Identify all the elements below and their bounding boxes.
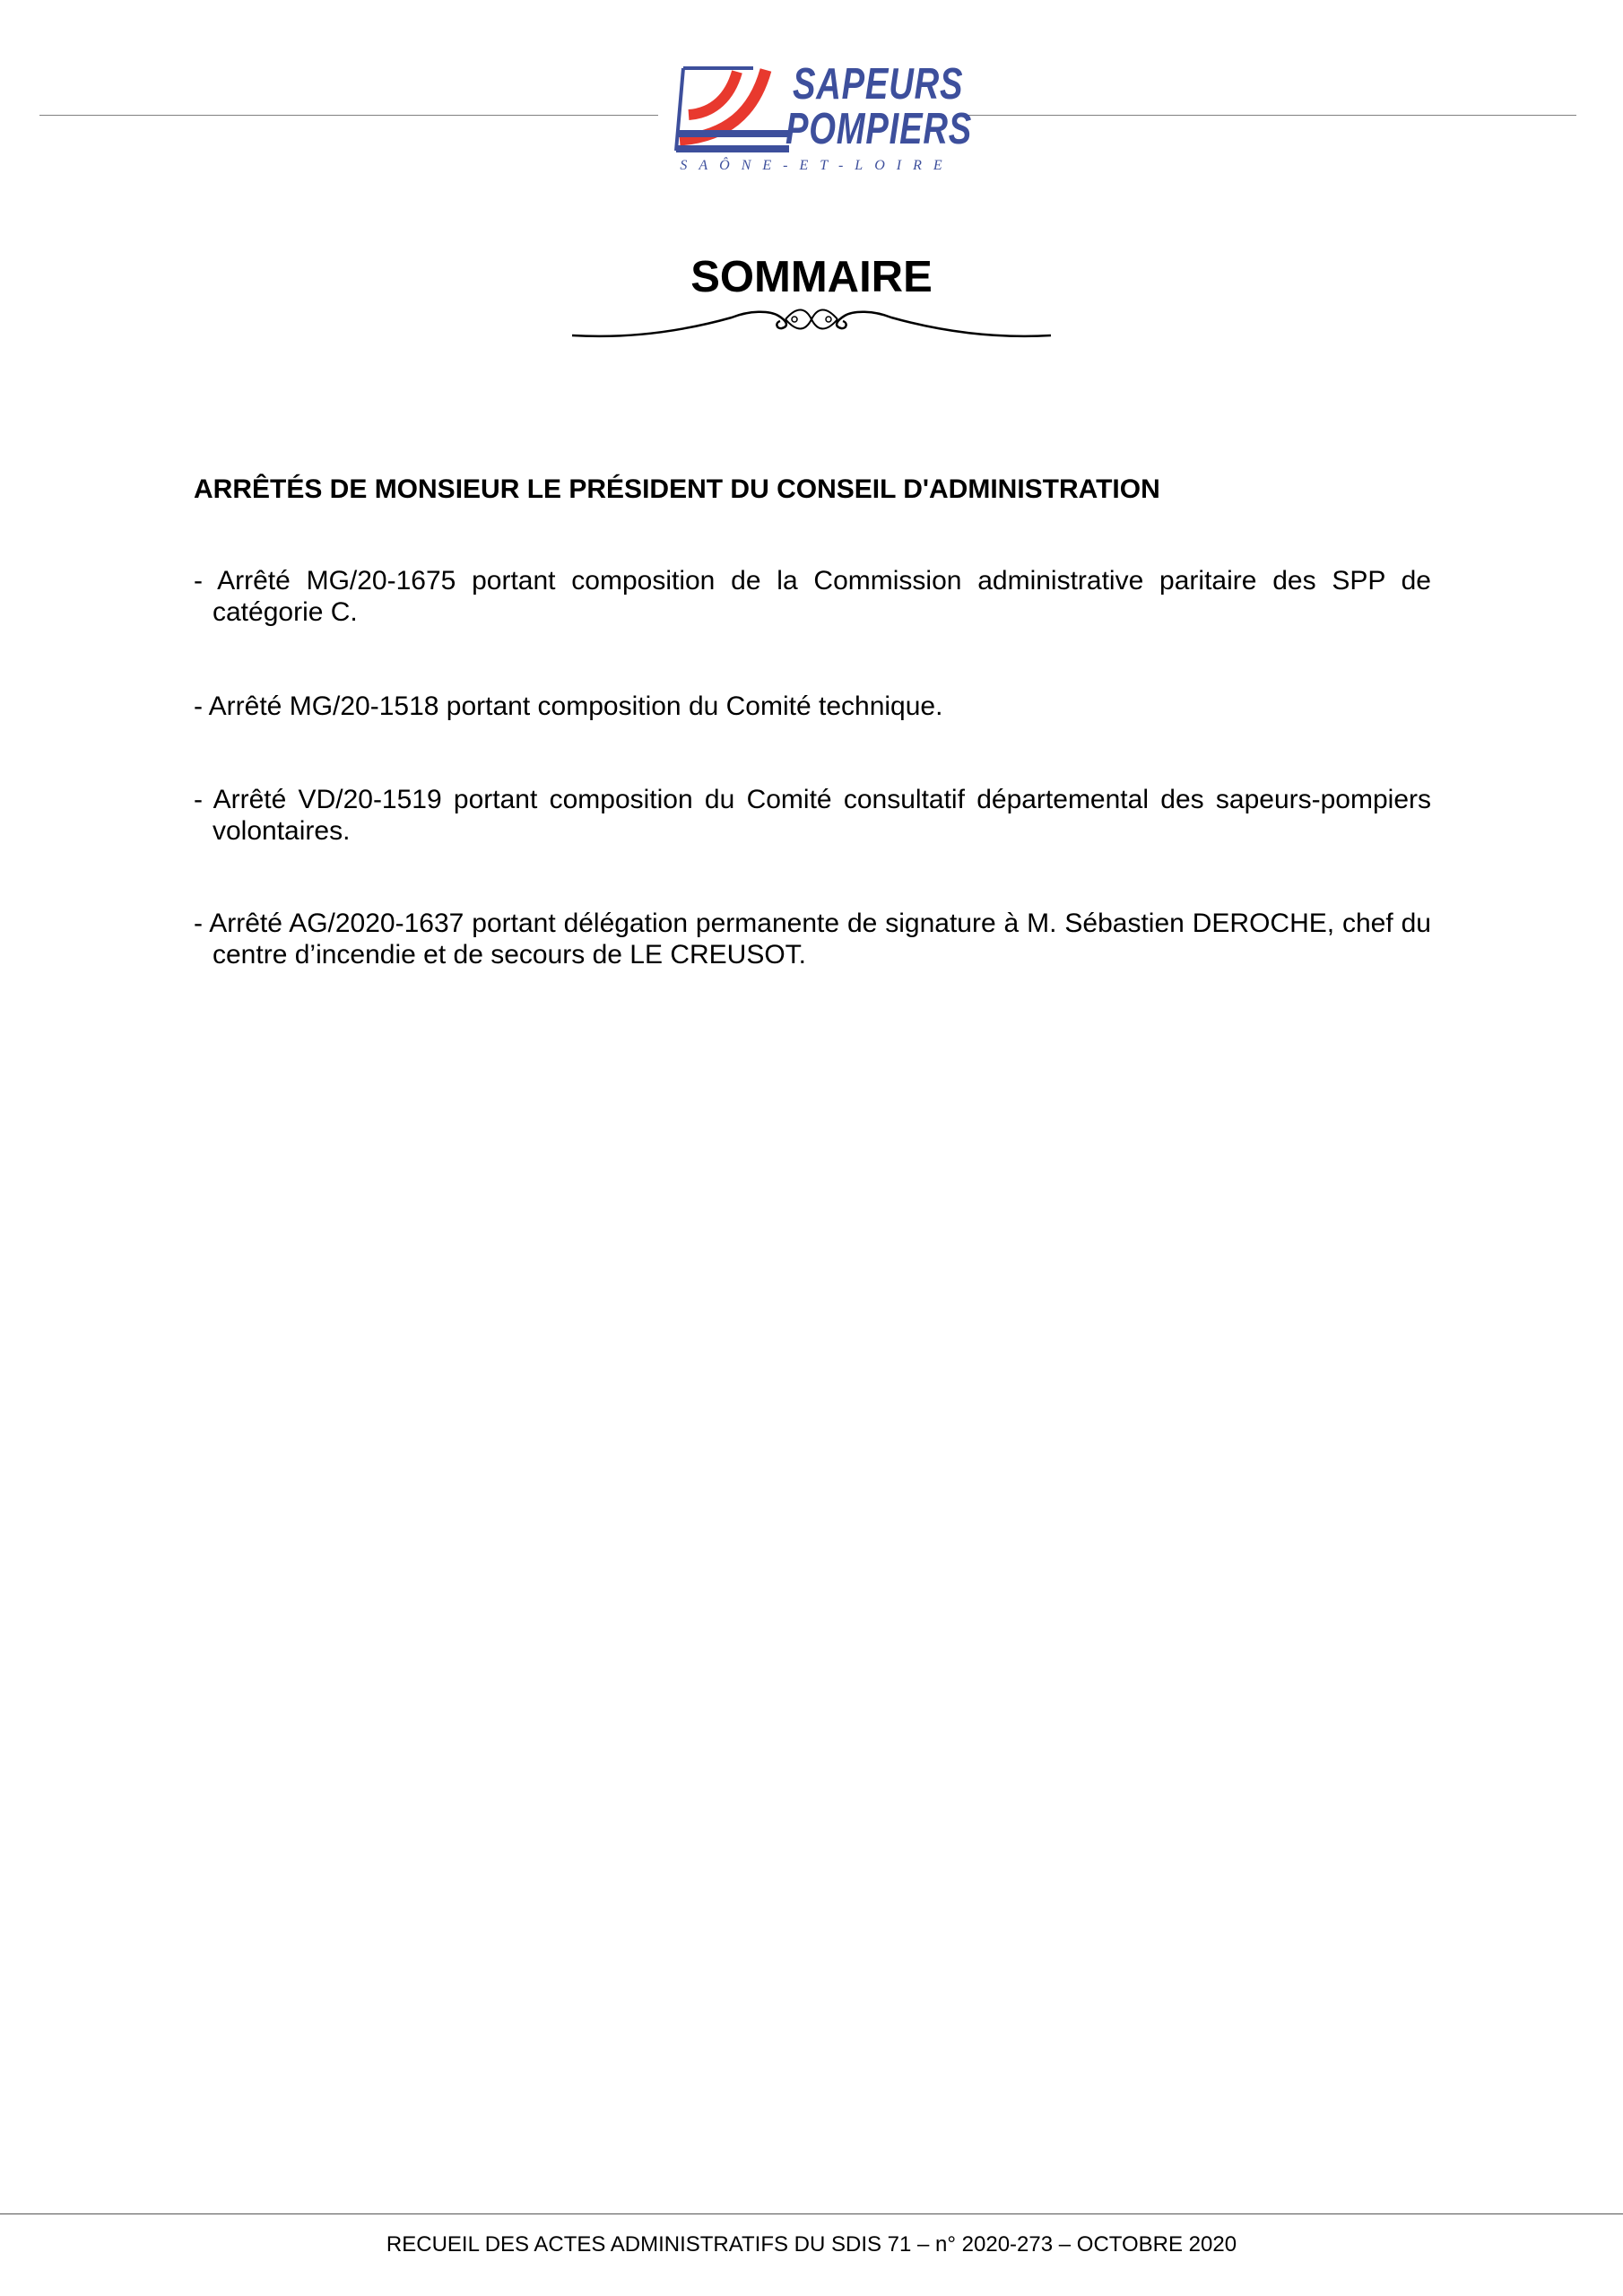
section-heading: ARRÊTÉS DE MONSIEUR LE PRÉSIDENT DU CONSEIL D'ADMINISTRATION	[194, 474, 1160, 504]
sdis-logo	[671, 60, 973, 179]
header-rule-right	[956, 115, 1576, 116]
page-title: SOMMAIRE	[690, 252, 933, 301]
logo-subtitle: SAÔNE-ET-LOIRE	[680, 158, 954, 173]
header-rule-left	[39, 115, 658, 116]
footer-text: RECUEIL DES ACTES ADMINISTRATIFS DU SDIS 71 – n° 2020-273 – OCTOBRE 2020	[386, 2232, 1237, 2257]
ornamental-divider	[570, 300, 1053, 343]
logo-text-sapeurs: SAPEURS	[793, 60, 964, 109]
summary-entry: - Arrêté VD/20-1519 portant composition du Comité consultatif départemental des sapeurs-pompiers volontaires.	[194, 785, 1431, 846]
summary-entry: - Arrêté MG/20-1518 portant composition du Comité technique.	[194, 691, 943, 721]
summary-entry: - Arrêté MG/20-1675 portant composition de la Commission administrative paritaire des SPP de catégorie C.	[194, 566, 1431, 627]
summary-entry: - Arrêté AG/2020-1637 portant délégation permanente de signature à M. Sébastien DEROCHE, chef du centre d’incendie et de secours de LE CREUSOT.	[194, 909, 1431, 970]
logo-text-pompiers: POMPIERS	[785, 105, 973, 153]
footer-rule	[0, 2213, 1623, 2214]
